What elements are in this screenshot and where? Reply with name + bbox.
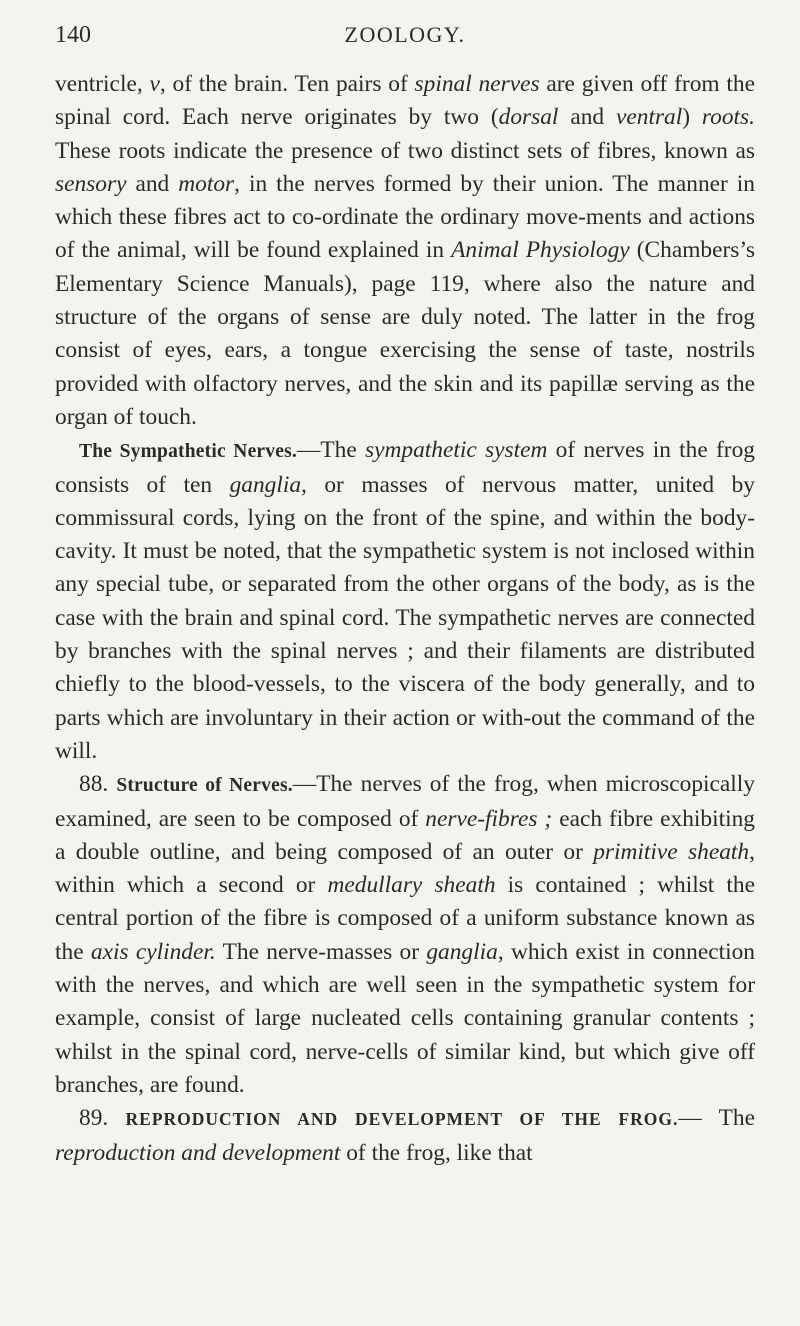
text-run: of the frog, like that <box>340 1139 533 1166</box>
italic-term: medullary sheath <box>327 872 496 899</box>
italic-term: dorsal <box>498 104 559 131</box>
text-run: —The nerves of the frog, when microscopically examined, are seen to be composed of <box>55 771 755 832</box>
text-run: , or masses of nervous matter, united by commissural cords, lying on the front of the spine, and within the body-cavity. It must be noted, that the sympathetic system is not inclosed within any special tube, or separated from the other organs of the body, as is the case with the brain and spinal cord. The sympathetic nerves are connected by branches with the spinal nerves ; and their filaments are distributed chiefly to the blood-vessels, to the viscera of the body generally, and to parts which are involuntary in their action or with-out the command of the will. <box>55 471 755 764</box>
italic-term: roots. <box>701 104 755 131</box>
paragraph-structure-of-nerves <box>55 768 755 1102</box>
text-run: and <box>558 104 616 131</box>
italic-term: axis cylinder. <box>90 938 216 965</box>
text-run: (Chambers’s Elementary Science Manuals), page 119, where also the nature and structure of the organs of sense are duly noted. The latter in the frog consist of eyes, ears, a tongue exercising the sense of taste, nostrils provided with olfactory nerves, and the skin and its papillæ serving as the organ of touch. <box>55 237 755 430</box>
paragraph-reproduction <box>55 1102 755 1170</box>
text-run: 88. <box>79 771 117 798</box>
italic-term: primitive sheath <box>593 838 750 865</box>
text-run: , within which a second or <box>55 838 755 899</box>
italic-term: sensory <box>55 170 127 197</box>
text-run: each fibre exhibiting a double outline, and being composed of an outer or <box>55 805 755 865</box>
italic-term: nerve-fibres ; <box>425 805 553 832</box>
text-run: These roots indicate the presence of two distinct sets of fibres, known as <box>55 137 755 164</box>
text-run: ventricle, <box>55 71 150 97</box>
italic-term: motor <box>178 170 235 197</box>
italic-term: Animal Physiology <box>451 237 630 264</box>
body-text <box>55 68 755 1170</box>
section-heading: The Sympathetic Nerves. <box>79 441 297 463</box>
text-run: —The <box>296 437 365 464</box>
text-run: and <box>126 170 179 197</box>
italic-term: ventral <box>615 104 683 131</box>
italic-term: reproduction and development <box>55 1139 341 1166</box>
italic-term: v <box>149 71 160 97</box>
section-heading: REPRODUCTION AND DEVELOPMENT OF THE FROG. <box>125 1109 679 1130</box>
page-number: 140 <box>55 22 91 48</box>
italic-term: spinal nerves <box>414 71 540 97</box>
italic-term: ganglia <box>426 938 498 965</box>
text-run: , in the nerves formed by their union. The manner in which these fibres act to co-ordinate the ordinary move-ments and actions of the animal, will be found explained in <box>55 170 756 264</box>
text-run: of nerves in the frog consists of ten <box>55 437 755 498</box>
paragraph-sympathetic-nerves <box>55 434 755 768</box>
text-run: The nerve-masses or <box>215 938 427 965</box>
running-title: ZOOLOGY. <box>344 22 466 47</box>
text-run: , which exist in connection with the nerves, and which are well seen in the sympathetic system for example, consist of large nucleated cells containing granular contents ; whilst in the spinal cord, nerve-cells of similar kind, but which give off branches, are found. <box>55 938 755 1098</box>
text-run: is contained ; whilst the central portion of the fibre is composed of a uniform substance known as the <box>55 872 756 965</box>
text-run: , of the brain. Ten pairs of <box>159 71 415 97</box>
text-run: — The <box>678 1105 755 1132</box>
section-heading: Structure of Nerves. <box>116 775 293 797</box>
text-run: 89. <box>79 1105 126 1132</box>
text-run: are given off from the spinal cord. Each nerve originates by two ( <box>55 71 755 131</box>
italic-term: ganglia <box>229 471 302 498</box>
italic-term: sympathetic system <box>365 437 548 464</box>
paragraph-spinal-nerves <box>55 68 755 434</box>
page-header <box>55 22 755 62</box>
text-run: ) <box>682 104 702 131</box>
